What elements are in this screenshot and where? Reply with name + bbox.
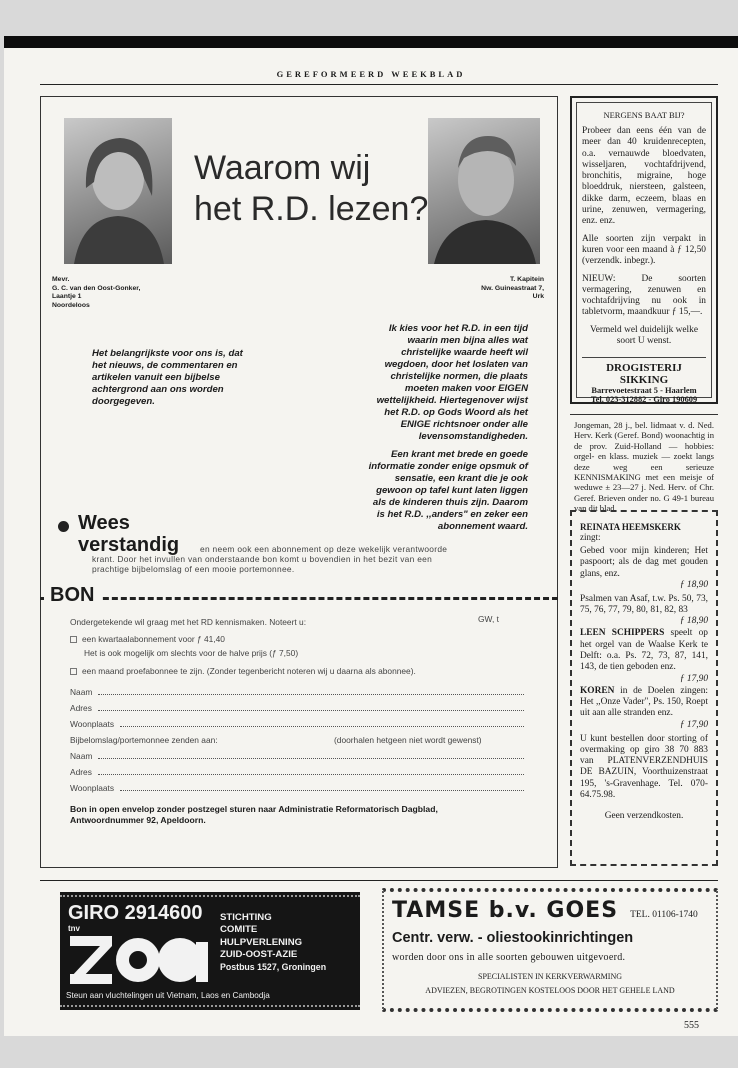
zoa-lines	[220, 912, 326, 973]
sikking-body2: Alle soorten zijn verpakt in kuren voor een maand à ƒ 12,50 (verzendk. inbegr.).	[582, 233, 706, 267]
quote-line: gewoon op tafel kunt laten liggen	[376, 485, 528, 496]
zoa-line: ZUID-OOST-AZIE	[220, 948, 298, 960]
bon-intro: Ondergetekende wil graag met het RD kennismaken. Noteert u:	[70, 617, 307, 627]
zoa-line: STICHTING	[220, 912, 272, 923]
fill-line[interactable]	[120, 783, 524, 791]
quote-line: doorgegeven.	[92, 396, 155, 407]
record-3	[580, 628, 708, 673]
quote-line: het nieuws, de commentaren en	[92, 360, 238, 371]
field-label: Naam	[70, 751, 93, 761]
left-person-caption	[52, 276, 140, 310]
quote-line: ENIGE richtsnoer onder alle	[400, 419, 528, 430]
headline-line1: Waarom wij	[194, 149, 371, 187]
heemskerk-ad	[570, 510, 718, 866]
personal-ad: Jongeman, 28 j., bel. lidmaat v. d. Ned. Herv. Kerk (Geref. Bond) woonachtig in de prov. Zuid-Holland — hobbies: orgel- en klass. muziek — zoekt langs deze weg een serieuze KENNISMAKING met een meisje of weduwe ± 23—27 j. Ned. Herv. of Chr. Geref. Brieven onder no. G 49-1 bureau van dit blad.	[574, 420, 714, 514]
quote-line: christelijke waarde heeft wil	[401, 347, 528, 358]
record-1: Gebed voor mijn kinderen; Het paspoort; als de dag met gouden glans, enz.	[580, 546, 708, 579]
tamse-line2: SPECIALISTEN IN KERKVERWARMING	[478, 972, 622, 981]
zoa-tnv: tnv	[68, 924, 80, 933]
quote-line: informatie zonder enige opsmuk of	[368, 461, 528, 472]
sikking-phone: Tel. 023-312882 - Giro 190609	[590, 395, 698, 405]
order-info: U kunt bestellen door storting of overmaking op giro 38 70 883 van PLATENVERZENDHUIS DE BAZUIN, Voorthuizenstraat 195, 's-Gravenhage. Tel. 070-64.75.98.	[580, 733, 708, 801]
record-desc: speelt op het orgel van de Waalse Kerk te Delft: o.a. Ps. 72, 73, 87, 141, 143, de tien geboden enz.	[580, 628, 708, 673]
tamse-headline: Centr. verw. - oliestookinrichtingen	[392, 930, 634, 946]
tamse-tel: TEL. 01106-1740	[630, 910, 698, 920]
field-label: Adres	[70, 767, 92, 777]
artist-name: LEEN SCHIPPERS	[580, 628, 665, 639]
sikking-body: Probeer dan eens één van de meer dan 40 kruidenrecepten, o.a. vernauwde bloedvaten, wisseljaren, vochtafdrijvend, bronchitis, migraine, hoge bloeddruk, niersteen, galsteen, dikke darm, eczeem, blaas en urine, zenuwen, vermagering, enz. enz.	[582, 126, 706, 227]
zoa-footer: Steun aan vluchtelingen uit Vietnam, Laos en Cambodja	[66, 991, 270, 1000]
caption-line: Urk	[532, 293, 544, 301]
coupon-dashed-rule	[40, 597, 558, 600]
quote-line: Ik kies voor het R.D. in een tijd	[388, 323, 528, 334]
sikking-title: NERGENS BAAT BIJ?	[603, 110, 685, 120]
top-border	[4, 36, 738, 48]
quote-line: sensatie, een krant die je ook	[394, 473, 528, 484]
artist-name: KOREN	[580, 685, 615, 696]
field-label: Naam	[70, 687, 93, 697]
sikking-name: DROGISTERIJ SIKKING	[582, 357, 706, 386]
field-woonplaats[interactable]	[70, 719, 524, 729]
bon-option-2[interactable]	[70, 666, 416, 676]
tamse-ad	[382, 888, 718, 1012]
caption-line: T. Kapitein	[510, 276, 544, 283]
record-4	[580, 686, 708, 720]
field-adres[interactable]	[70, 703, 524, 713]
caption-line: Mevr.	[52, 276, 70, 283]
field-naam-2[interactable]	[70, 751, 524, 761]
caption-line: Nw. Guineastraat 7,	[481, 284, 544, 292]
fill-line[interactable]	[98, 751, 524, 759]
verstandig-heading: verstandig	[78, 534, 180, 556]
zoa-line: Postbus 1527, Groningen	[220, 962, 327, 973]
man-portrait-icon	[428, 118, 540, 264]
header-rule	[40, 84, 718, 85]
bon-option-1[interactable]	[70, 634, 225, 644]
price-1: ƒ 18,90	[679, 579, 708, 590]
record-2: Psalmen van Asaf, t.w. Ps. 50, 73, 75, 76, 77, 79, 80, 81, 82, 83	[580, 593, 708, 616]
fill-line[interactable]	[98, 687, 524, 695]
field-woonplaats-2[interactable]	[70, 783, 524, 793]
checkbox-trial[interactable]	[70, 668, 77, 675]
field-label: Woonplaats	[70, 783, 115, 793]
option-label: een kwartaalabonnement voor ƒ 41,40	[82, 634, 225, 644]
zoa-ad	[60, 892, 360, 1010]
price-2: ƒ 18,90	[679, 616, 708, 627]
tamse-header	[392, 898, 712, 923]
bijbel-note: (doorhalen hetgeen niet wordt gewenst)	[334, 735, 482, 745]
sikking-address: Barrevoetestraat 5 - Haarlem	[591, 386, 697, 396]
option-label: een maand proefabonnee te zijn. (Zonder tegenbericht noteren wij u daarna als abonnee).	[82, 666, 416, 676]
field-adres-2[interactable]	[70, 767, 524, 777]
field-naam[interactable]	[70, 687, 524, 697]
zoa-giro: GIRO 2914600	[68, 902, 203, 924]
checkbox-quarterly[interactable]	[70, 636, 77, 643]
verstandig-text-2: krant. Door het invullen van onderstaande bon komt u bovendien in het bezit van een	[92, 554, 433, 564]
portrait-right-photo	[428, 118, 540, 264]
left-quote	[92, 348, 243, 408]
verstandig-text-1: en neem ook een abonnement op deze wekelijk verantwoorde	[200, 544, 448, 554]
right-quote	[304, 323, 528, 533]
caption-line: Noordeloos	[52, 301, 90, 309]
heemskerk-title: REINATA HEEMSKERK	[580, 522, 681, 532]
quote-line: wettelijkheid. Hiertegenover wijst	[376, 395, 528, 406]
quote-line: christelijke normen, die plaats	[390, 371, 528, 382]
portrait-left-photo	[64, 118, 172, 264]
footer-line: Antwoordnummer 92, Apeldoorn.	[70, 815, 206, 825]
bijbel-label: Bijbelomslag/portemonnee zenden aan:	[70, 735, 218, 745]
zoa-line: COMITE	[220, 924, 258, 936]
headline-line2: het R.D. lezen?	[194, 190, 429, 228]
tamse-line1: worden door ons in alle soorten gebouwen uitgevoerd.	[392, 952, 626, 963]
quote-line: is het R.D. ,,anders" en zeker een	[376, 509, 528, 520]
quote-line: abonnement waard.	[437, 521, 528, 532]
column-rule	[570, 414, 718, 415]
woman-portrait-icon	[64, 118, 172, 264]
quote-line: moeten maken voor EIGEN	[404, 383, 528, 394]
zoa-line: HULPVERLENING	[220, 936, 303, 948]
verstandig-text-3: prachtige bijbelomslag of een mooie portemonnee.	[92, 564, 295, 574]
tamse-line3: ADVIEZEN, BEGROTINGEN KOSTELOOS DOOR HET GEHELE LAND	[425, 986, 675, 995]
footer-line: Bon in open envelop zonder postzegel sturen naar Administratie Reformatorisch Dagblad,	[70, 804, 438, 814]
price-3: ƒ 17,90	[679, 673, 708, 684]
wees-heading: Wees	[78, 512, 130, 534]
quote-line: achtergrond aan ons worden	[92, 384, 224, 395]
quote-line: levensomstandigheden.	[418, 431, 528, 442]
fill-line[interactable]	[120, 719, 524, 727]
newspaper-page	[4, 36, 738, 1036]
quote-line: artikelen vanuit een bijbelse	[92, 372, 220, 383]
quote-line: wegdoen, door het loslaten van	[384, 359, 528, 370]
quote-line: waarin men bijna alles wat	[407, 335, 528, 346]
sikking-body4: Vermeld wel duidelijk welke soort U wenst.	[589, 324, 699, 347]
sikking-body3: NIEUW: De soorten vermagering, zenuwen en vochtafdrijving nu ook in tabletvorm, maandkuur ƒ 15,—.	[582, 273, 706, 318]
page-number: 555	[684, 1020, 699, 1031]
bon-footer	[70, 804, 438, 826]
tamse-name: TAMSE b.v. GOES	[392, 898, 619, 923]
field-label: Adres	[70, 703, 92, 713]
fill-line[interactable]	[98, 767, 524, 775]
bullet-dot-icon	[58, 521, 69, 532]
zoa-logo-icon	[68, 932, 208, 988]
heemskerk-sub: zingt:	[580, 532, 601, 542]
caption-line: Laantje 1	[52, 293, 82, 301]
bon-option-note: Het is ook mogelijk om slechts voor de halve prijs (ƒ 7,50)	[84, 648, 299, 658]
right-person-caption	[384, 276, 544, 302]
record-desc: in de Doelen zingen: Het ,,Onze Vader", Ps. 150, Roept uit aan alle stranden enz.	[580, 685, 708, 719]
quote-line: Een krant met brede en goede	[390, 449, 528, 460]
feature-headline	[194, 148, 428, 230]
sikking-ad	[570, 96, 718, 404]
bon-code: GW, t	[478, 614, 499, 624]
quote-line: Het belangrijkste voor ons is, dat	[92, 348, 243, 359]
quote-line: als de kinderen thuis zijn. Daarom	[372, 497, 528, 508]
caption-line: G. C. van den Oost-Gonker,	[52, 284, 141, 292]
quote-line: het R.D. op Gods Woord als het	[384, 407, 528, 418]
field-label: Woonplaats	[70, 719, 115, 729]
bon-title: BON	[44, 584, 100, 607]
bottom-rule	[40, 880, 718, 881]
price-4: ƒ 17,90	[679, 719, 708, 730]
fill-line[interactable]	[98, 703, 524, 711]
shipping-info: Geen verzendkosten.	[604, 811, 684, 822]
page-header: GEREFORMEERD WEEKBLAD	[276, 69, 466, 79]
